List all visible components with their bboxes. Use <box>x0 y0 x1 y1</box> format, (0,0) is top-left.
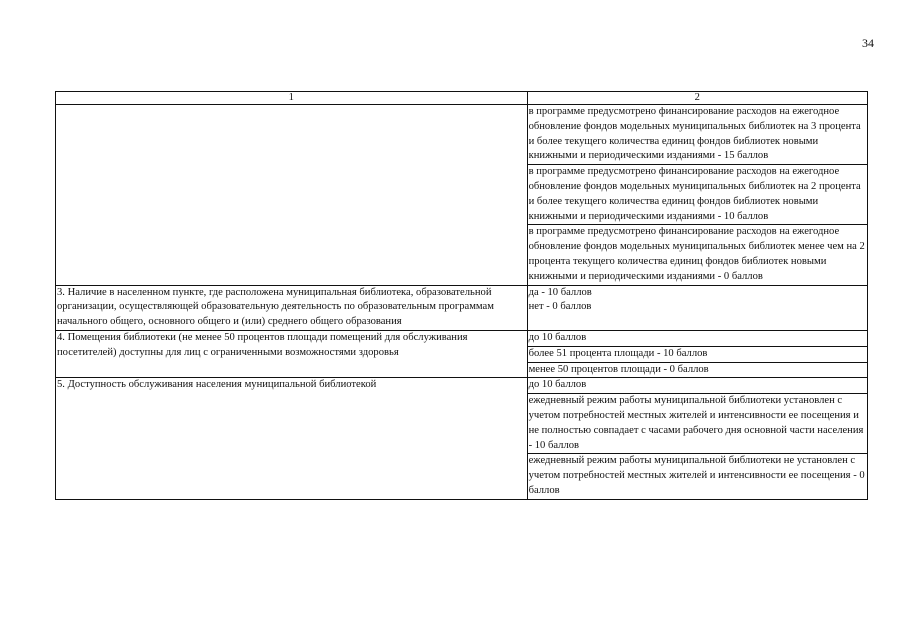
column-header-2: 2 <box>527 92 867 105</box>
option-cell: до 10 баллов <box>527 378 867 394</box>
table-row <box>56 330 868 346</box>
option-cell: более 51 процента площади - 10 баллов <box>527 346 867 362</box>
criteria-table <box>55 91 868 500</box>
option-cell: менее 50 процентов площади - 0 баллов <box>527 362 867 378</box>
criterion-cell: 3. Наличие в населенном пункте, где расположена муниципальная библиотека, образовательной организации, осуществляющей образовательную деятельность по образовательным программам начального общего, основного общего и (или) среднего общего образования <box>56 285 528 330</box>
option-cell: в программе предусмотрено финансирование расходов на ежегодное обновление фондов модельных муниципальных библиотек на 3 процента и более текущего количества единиц фондов библиотек новыми книжными и периодическими изданиями - 15 баллов <box>527 105 867 165</box>
option-cell: в программе предусмотрено финансирование расходов на ежегодное обновление фондов модельных муниципальных библиотек менее чем на 2 процента текущего количества единиц фондов библиотек новыми книжными и периодическими изданиями - 0 баллов <box>527 225 867 285</box>
option-cell: до 10 баллов <box>527 330 867 346</box>
table-header-row <box>56 92 868 105</box>
criterion-cell: 5. Доступность обслуживания населения муниципальной библиотекой <box>56 378 528 499</box>
criterion-cell <box>56 105 528 286</box>
option-cell: да - 10 баллов нет - 0 баллов <box>527 285 867 330</box>
table-row <box>56 378 868 394</box>
table-row <box>56 285 868 330</box>
table-row <box>56 105 868 165</box>
criterion-cell: 4. Помещения библиотеки (не менее 50 процентов площади помещений для обслуживания посетителей) доступны для лиц с ограниченными возможностями здоровья <box>56 330 528 377</box>
option-cell: ежедневный режим работы муниципальной библиотеки не установлен с учетом потребностей местных жителей и интенсивности ее посещения - 0 баллов <box>527 454 867 499</box>
option-cell: ежедневный режим работы муниципальной библиотеки установлен с учетом потребностей местных жителей и интенсивности ее посещения и не полностью совпадает с часами рабочего дня основной части населения - 10 баллов <box>527 394 867 454</box>
column-header-1: 1 <box>56 92 528 105</box>
page-number: 34 <box>862 36 874 50</box>
option-cell: в программе предусмотрено финансирование расходов на ежегодное обновление фондов модельных муниципальных библиотек на 2 процента и более текущего количества единиц фондов библиотек новыми книжными и периодическими изданиями - 10 баллов <box>527 165 867 225</box>
